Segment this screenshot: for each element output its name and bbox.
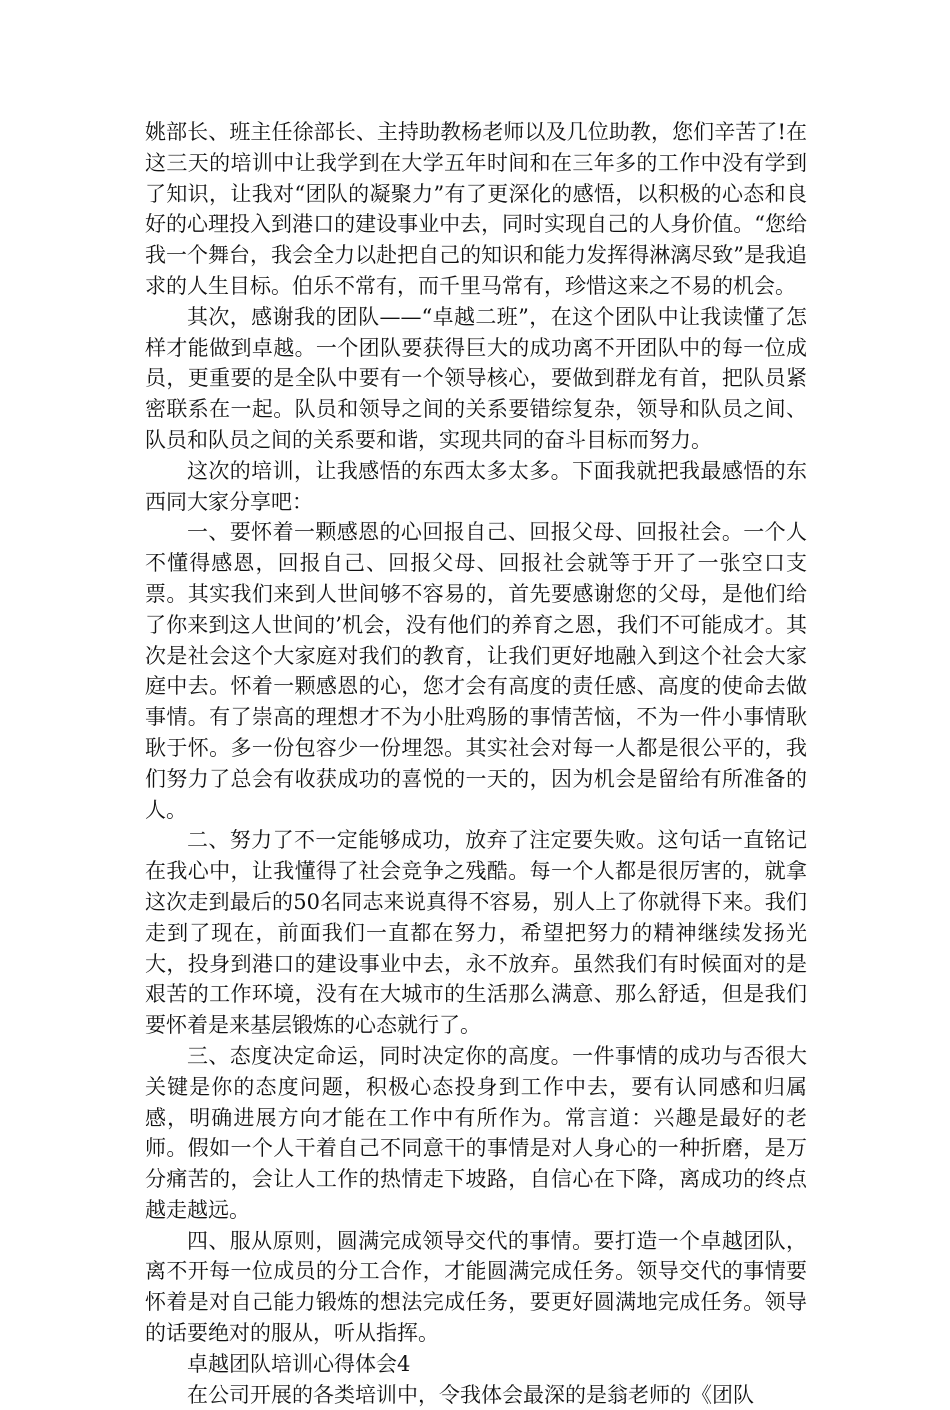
- section-heading: 卓越团队培训心得体会4: [187, 1351, 411, 1376]
- paragraph-7: 四、服从原则，圆满完成领导交代的事情。要打造一个卓越团队，离不开每一位成员的分工合作，才能圆满完成任务。领导交代的事情要怀着是对自己能力锻炼的想法完成任务，要更好圆满地完成任务。领导的话要绝对的服从，听从指挥。: [145, 1228, 807, 1346]
- paragraph-8: 在公司开展的各类培训中，令我体会最深的是翁老师的《团队: [187, 1382, 754, 1407]
- paragraph-4: 一、要怀着一颗感恩的心回报自己、回报父母、回报社会。一个人不懂得感恩，回报自己、回报父母、回报社会就等于开了一张空口支票。其实我们来到人世间够不容易的，首先要感谢您的父母，是他们给了你来到这人世间的’机会，没有他们的养育之恩，我们不可能成才。其次是社会这个大家庭对我们的教育，让我们更好地融入到这个社会大家庭中去。怀着一颗感恩的心，您才会有高度的责任感、高度的使命去做事情。有了崇高的理想才不为小肚鸡肠的事情苦恼，不为一件小事情耿耿于怀。多一份包容少一份埋怨。其实社会对每一人都是很公平的，我们努力了总会有收获成功的喜悦的一天的，因为机会是留给有所准备的人。: [145, 520, 807, 822]
- paragraph-2: 其次，感谢我的团队——“卓越二班”，在这个团队中让我读懂了怎样才能做到卓越。一个团队要获得巨大的成功离不开团队中的每一位成员，更重要的是全队中要有一个领导核心，要做到群龙有首，把队员紧密联系在一起。队员和领导之间的关系要错综复杂，领导和队员之间、队员和队员之间的关系要和谐，实现共同的奋斗目标而努力。: [145, 304, 807, 452]
- paragraph-6: 三、态度决定命运，同时决定你的高度。一件事情的成功与否很大关键是你的态度问题，积极心态投身到工作中去，要有认同感和归属感，明确进展方向才能在工作中有所作为。常言道：兴趣是最好的老师。假如一个人干着自己不同意干的事情是对人身心的一种折磨，是万分痛苦的，会让人工作的热情走下坡路，自信心在下降，离成功的终点越走越远。: [145, 1043, 807, 1222]
- paragraph-1: 姚部长、班主任徐部长、主持助教杨老师以及几位助教，您们辛苦了!在这三天的培训中让我学到在大学五年时间和在三年多的工作中没有学到了知识，让我对“团队的凝聚力”有了更深化的感悟，以积极的心态和良好的心理投入到港口的建设事业中去，同时实现自己的人身价值。“您给我一个舞台，我会全力以赴把自己的知识和能力发挥得淋漓尽致”是我追求的人生目标。伯乐不常有，而千里马常有，珍惜这来之不易的机会。: [145, 120, 807, 298]
- paragraph-3: 这次的培训，让我感悟的东西太多太多。下面我就把我最感悟的东西同大家分享吧：: [145, 458, 807, 514]
- paragraph-5: 二、努力了不一定能够成功，放弃了注定要失败。这句话一直铭记在我心中，让我懂得了社会竞争之残酷。每一个人都是很厉害的，就拿这次走到最后的50名同志来说真得不容易，别人上了你就得下来。我们走到了现在，前面我们一直都在努力，希望把努力的精神继续发扬光大，投身到港口的建设事业中去，永不放弃。虽然我们有时候面对的是艰苦的工作环境，没有在大城市的生活那么满意、那么舒适，但是我们要怀着是来基层锻炼的心态就行了。: [145, 828, 807, 1038]
- document-body: [145, 117, 807, 1410]
